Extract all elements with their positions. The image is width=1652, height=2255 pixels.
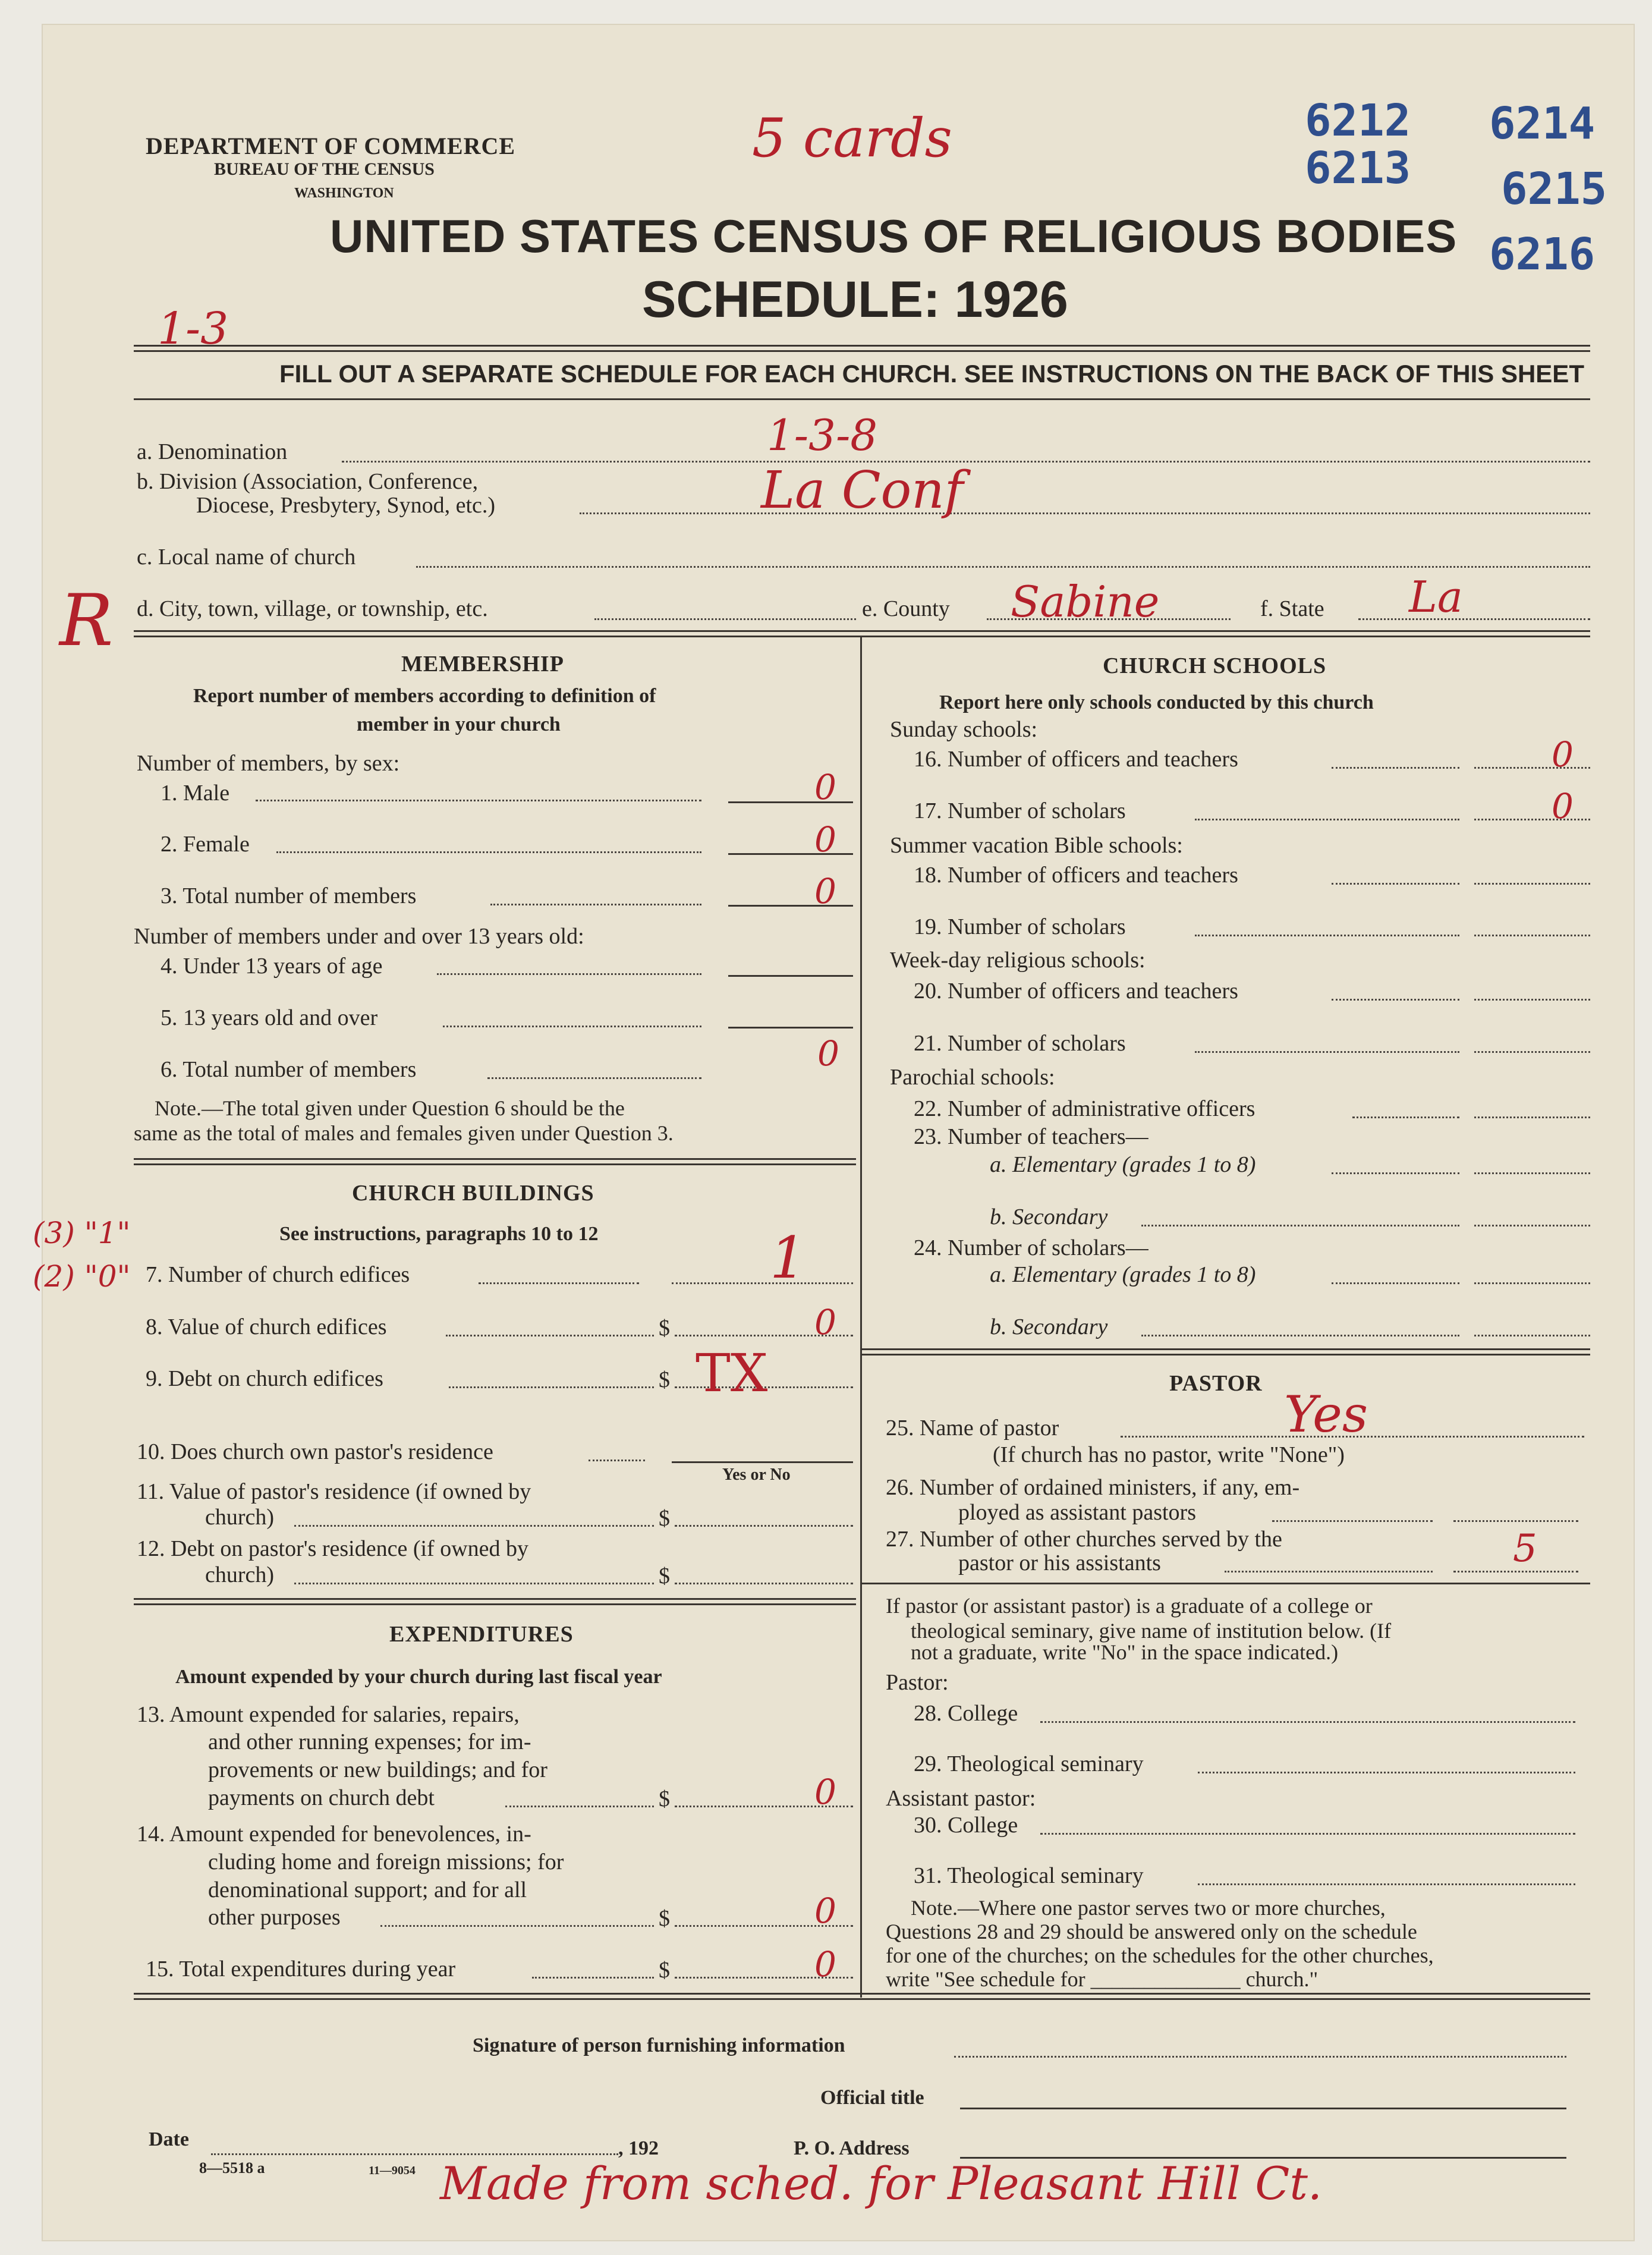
state-value: La <box>1409 572 1463 622</box>
county-value: Sabine <box>1011 577 1160 627</box>
q29-field[interactable] <box>1198 1772 1575 1773</box>
q13-label-cont: payments on church debt <box>208 1785 435 1810</box>
q14-label-cont: denominational support; and for all <box>208 1877 527 1902</box>
official-title-label: Official title <box>820 2087 924 2109</box>
q3-value: 0 <box>814 871 836 911</box>
graduate-instruction-cont: theological seminary, give name of institution below. (If <box>911 1619 1392 1643</box>
q24a-field[interactable] <box>1474 1282 1590 1284</box>
division-label-cont: Diocese, Presbytery, Synod, etc.) <box>196 493 496 518</box>
q30-field[interactable] <box>1040 1833 1575 1835</box>
q6-leader <box>487 1077 701 1079</box>
bureau-name: BUREAU OF THE CENSUS <box>214 159 435 179</box>
po-address-label: P. O. Address <box>794 2137 910 2159</box>
dollar-sign: $ <box>659 1958 670 1983</box>
q18-leader <box>1332 883 1459 885</box>
print-number: 11—9054 <box>369 2164 416 2177</box>
q11-label-cont: church) <box>205 1505 275 1530</box>
q13-label: 13. Amount expended for salaries, repairs, <box>137 1702 520 1727</box>
signature-field[interactable] <box>954 2056 1566 2058</box>
dollar-sign: $ <box>659 1564 670 1589</box>
q10-field[interactable] <box>672 1461 853 1463</box>
q9-label: 9. Debt on church edifices <box>146 1366 383 1391</box>
q24b-leader <box>1141 1335 1459 1336</box>
q20-label: 20. Number of officers and teachers <box>914 979 1238 1004</box>
q8-leader <box>446 1335 654 1336</box>
q14-label: 14. Amount expended for benevolences, in- <box>137 1822 531 1847</box>
buildings-subtitle: See instructions, paragraphs 10 to 12 <box>279 1223 599 1245</box>
q20-field[interactable] <box>1474 999 1590 1001</box>
q23a-leader <box>1332 1172 1459 1174</box>
edifice-note: (2) "0" <box>33 1259 131 1294</box>
membership-subtitle-cont: member in your church <box>357 713 561 735</box>
dollar-sign: $ <box>659 1787 670 1811</box>
handwritten-cards-note: 5 cards <box>752 107 952 169</box>
q10-leader <box>589 1460 645 1461</box>
q1-label: 1. Male <box>161 781 230 806</box>
q3-leader <box>490 904 701 905</box>
date-field[interactable] <box>211 2153 618 2155</box>
q4-leader <box>437 973 701 975</box>
buildings-heading: CHURCH BUILDINGS <box>352 1181 594 1206</box>
divider <box>134 398 1590 400</box>
expenditures-heading: EXPENDITURES <box>389 1622 574 1647</box>
divider <box>134 1993 1590 2000</box>
denomination-field[interactable] <box>342 461 1590 463</box>
handwritten-footer-note: Made from sched. for Pleasant Hill Ct. <box>440 2157 1323 2210</box>
q12-leader <box>294 1583 654 1584</box>
q5-field[interactable] <box>728 1027 853 1029</box>
q23-label: 23. Number of teachers— <box>914 1124 1148 1149</box>
q19-label: 19. Number of scholars <box>914 914 1126 939</box>
pastor-sub-label: Pastor: <box>886 1670 949 1695</box>
q21-leader <box>1195 1051 1459 1053</box>
q27-value: 5 <box>1513 1527 1537 1571</box>
stamp-number: 6215 <box>1501 163 1607 215</box>
q17-value: 0 <box>1552 786 1574 826</box>
q16-leader <box>1332 767 1459 769</box>
membership-note-cont: same as the total of males and females given under Question 3. <box>134 1121 674 1145</box>
q2-label: 2. Female <box>161 832 250 857</box>
q6-label: 6. Total number of members <box>161 1057 417 1082</box>
q1-leader <box>256 800 701 801</box>
q6-value: 0 <box>817 1033 839 1074</box>
summer-schools-label: Summer vacation Bible schools: <box>890 833 1183 858</box>
q18-label: 18. Number of officers and teachers <box>914 863 1238 888</box>
q25-label: 25. Name of pastor <box>886 1416 1059 1441</box>
city-name: WASHINGTON <box>294 185 394 201</box>
division-value: La Conf <box>761 461 964 520</box>
q11-leader <box>294 1525 654 1527</box>
q12-field[interactable] <box>675 1583 853 1584</box>
q27-field[interactable] <box>1453 1571 1578 1572</box>
q14-label-cont: other purposes <box>208 1905 341 1930</box>
edifice-note: (3) "1" <box>33 1216 131 1250</box>
q21-field[interactable] <box>1474 1051 1590 1053</box>
pastor-note: Note.—Where one pastor serves two or more churches, <box>911 1896 1386 1920</box>
q3-label: 3. Total number of members <box>161 883 417 908</box>
q7-label: 7. Number of church edifices <box>146 1262 410 1287</box>
q17-leader <box>1195 819 1459 820</box>
q2-value: 0 <box>814 819 836 860</box>
q22-field[interactable] <box>1474 1117 1590 1118</box>
q23a-label: a. Elementary (grades 1 to 8) <box>990 1152 1256 1177</box>
q15-leader <box>532 1977 654 1979</box>
q16-value: 0 <box>1552 734 1574 775</box>
q14-leader <box>380 1925 654 1927</box>
official-title-field[interactable] <box>960 2108 1566 2109</box>
q17-label: 17. Number of scholars <box>914 798 1126 823</box>
q14-value: 0 <box>814 1891 836 1931</box>
divider <box>862 1583 1590 1584</box>
parochial-schools-label: Parochial schools: <box>890 1065 1055 1090</box>
q21-label: 21. Number of scholars <box>914 1031 1126 1056</box>
q23b-field[interactable] <box>1474 1225 1590 1226</box>
city-label: d. City, town, village, or township, etc. <box>137 596 488 621</box>
instruction-banner: FILL OUT A SEPARATE SCHEDULE FOR EACH CHURCH. SEE INSTRUCTIONS ON THE BACK OF THIS SHEET <box>279 360 1584 388</box>
divider <box>134 345 1590 352</box>
q27-label-cont: pastor or his assistants <box>958 1550 1161 1575</box>
schools-subtitle: Report here only schools conducted by this church <box>939 691 1374 713</box>
local-name-field[interactable] <box>416 566 1590 568</box>
q15-value: 0 <box>814 1944 836 1984</box>
q26-leader <box>1272 1520 1433 1522</box>
q26-field[interactable] <box>1453 1520 1578 1522</box>
q27-leader <box>1225 1571 1433 1572</box>
members-by-sex-label: Number of members, by sex: <box>137 751 400 776</box>
q7-field[interactable] <box>672 1282 853 1284</box>
q31-field[interactable] <box>1198 1883 1575 1885</box>
pastor-note-cont: write "See schedule for ______________ church." <box>886 1967 1319 1991</box>
divider <box>134 1158 856 1165</box>
q15-label: 15. Total expenditures during year <box>146 1957 456 1982</box>
q8-value: 0 <box>814 1302 836 1342</box>
q19-field[interactable] <box>1474 935 1590 936</box>
q26-label-cont: ployed as assistant pastors <box>958 1500 1197 1525</box>
handwritten-r: R <box>59 580 114 662</box>
dollar-sign: $ <box>659 1906 670 1931</box>
q20-leader <box>1332 999 1459 1001</box>
assistant-pastor-label: Assistant pastor: <box>886 1786 1036 1811</box>
q30-label: 30. College <box>914 1813 1018 1838</box>
q13-label-cont: provements or new buildings; and for <box>208 1757 547 1782</box>
q4-label: 4. Under 13 years of age <box>161 954 383 979</box>
form-subtitle: SCHEDULE: 1926 <box>642 271 1068 328</box>
stamp-number: 6212 <box>1305 95 1411 146</box>
q14-label-cont: cluding home and foreign missions; for <box>208 1850 564 1875</box>
q11-label: 11. Value of pastor's residence (if owned by <box>137 1479 531 1504</box>
q16-label: 16. Number of officers and teachers <box>914 747 1238 772</box>
form-number: 8—5518 a <box>199 2159 265 2177</box>
q18-field[interactable] <box>1474 883 1590 885</box>
q24a-label: a. Elementary (grades 1 to 8) <box>990 1262 1256 1287</box>
q27-label: 27. Number of other churches served by the <box>886 1527 1282 1552</box>
schools-heading: CHURCH SCHOOLS <box>1103 653 1327 678</box>
signature-label: Signature of person furnishing information <box>473 2034 845 2056</box>
division-label: b. Division (Association, Conference, <box>137 469 479 494</box>
pastor-note-cont: for one of the churches; on the schedules for the other churches, <box>886 1943 1434 1967</box>
q8-label: 8. Value of church edifices <box>146 1314 387 1339</box>
graduate-instruction-cont: not a graduate, write "No" in the space indicated.) <box>911 1640 1339 1664</box>
q10-label: 10. Does church own pastor's residence <box>137 1439 493 1464</box>
q23a-field[interactable] <box>1474 1172 1590 1174</box>
column-divider <box>860 636 862 1998</box>
q24b-field[interactable] <box>1474 1335 1590 1336</box>
form-title: UNITED STATES CENSUS OF RELIGIOUS BODIES <box>330 210 1458 262</box>
q24a-leader <box>1332 1282 1459 1284</box>
q7-value: 1 <box>770 1225 807 1291</box>
pastor-note-cont: Questions 28 and 29 should be answered only on the schedule <box>886 1920 1417 1943</box>
q29-label: 29. Theological seminary <box>914 1751 1144 1776</box>
q1-value: 0 <box>814 767 836 807</box>
q11-field[interactable] <box>675 1525 853 1527</box>
denomination-label: a. Denomination <box>137 439 288 464</box>
state-field[interactable] <box>1358 618 1590 620</box>
q13-leader <box>505 1806 654 1807</box>
membership-heading: MEMBERSHIP <box>401 652 564 677</box>
q22-leader <box>1352 1117 1459 1118</box>
q7-leader <box>479 1282 639 1284</box>
date-label: Date <box>149 2128 189 2150</box>
q25-note: (If church has no pastor, write "None") <box>993 1442 1345 1467</box>
state-label: f. State <box>1260 596 1324 621</box>
q25-value: Yes <box>1284 1385 1368 1443</box>
stamp-number: 6213 <box>1305 143 1411 194</box>
year-label: , 192 <box>618 2137 659 2159</box>
q24-label: 24. Number of scholars— <box>914 1235 1148 1260</box>
divider <box>134 630 1590 637</box>
q23b-leader <box>1141 1225 1459 1226</box>
divider <box>134 1598 856 1605</box>
membership-subtitle: Report number of members according to definition of <box>193 685 656 707</box>
dollar-sign: $ <box>659 1506 670 1531</box>
weekday-schools-label: Week-day religious schools: <box>890 948 1146 973</box>
yes-or-no-hint: Yes or No <box>722 1465 791 1484</box>
sunday-schools-label: Sunday schools: <box>890 717 1038 742</box>
stamp-number: 6214 <box>1489 98 1596 149</box>
q19-leader <box>1195 935 1459 936</box>
q12-label-cont: church) <box>205 1562 275 1587</box>
handwritten-code: 1-3 <box>158 303 229 354</box>
q13-value: 0 <box>814 1772 836 1812</box>
q4-field[interactable] <box>728 975 853 977</box>
department-name: DEPARTMENT OF COMMERCE <box>146 133 516 159</box>
dollar-sign: $ <box>659 1367 670 1392</box>
q28-field[interactable] <box>1040 1721 1575 1723</box>
q22-label: 22. Number of administrative officers <box>914 1096 1255 1121</box>
dollar-sign: $ <box>659 1316 670 1341</box>
division-field[interactable] <box>580 512 1590 514</box>
members-by-age-label: Number of members under and over 13 years old: <box>134 924 584 949</box>
q28-label: 28. College <box>914 1701 1018 1726</box>
q13-label-cont: and other running expenses; for im- <box>208 1729 531 1754</box>
q2-leader <box>276 851 701 853</box>
membership-note: Note.—The total given under Question 6 should be the <box>155 1096 625 1120</box>
local-name-label: c. Local name of church <box>137 545 356 570</box>
q23b-label: b. Secondary <box>990 1204 1108 1229</box>
q12-label: 12. Debt on pastor's residence (if owned by <box>137 1536 529 1561</box>
divider <box>862 1348 1590 1355</box>
q5-leader <box>443 1026 701 1027</box>
denomination-value: 1-3-8 <box>767 410 878 460</box>
q9-leader <box>449 1386 654 1388</box>
graduate-instruction: If pastor (or assistant pastor) is a graduate of a college or <box>886 1594 1373 1618</box>
expenditures-subtitle: Amount expended by your church during last fiscal year <box>175 1666 662 1688</box>
q9-value: TX <box>696 1342 768 1404</box>
q31-label: 31. Theological seminary <box>914 1863 1144 1888</box>
q5-label: 5. 13 years old and over <box>161 1005 378 1030</box>
pastor-heading: PASTOR <box>1169 1371 1263 1396</box>
q24b-label: b. Secondary <box>990 1314 1108 1339</box>
stamp-number: 6216 <box>1489 229 1596 280</box>
county-label: e. County <box>862 596 950 621</box>
city-field[interactable] <box>594 618 856 620</box>
q26-label: 26. Number of ordained ministers, if any, em- <box>886 1475 1300 1500</box>
